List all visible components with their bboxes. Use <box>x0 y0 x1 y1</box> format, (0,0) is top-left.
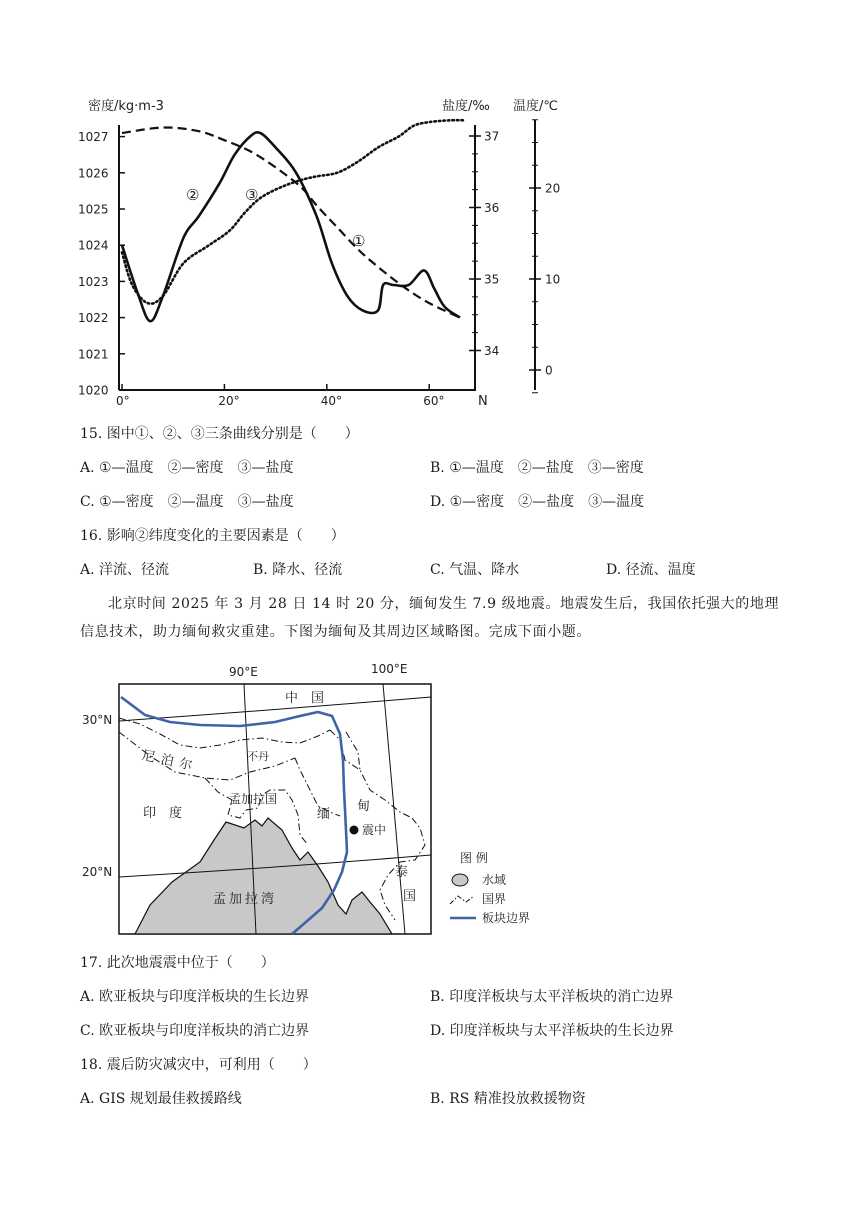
mid-tick-label: 36 <box>484 201 500 215</box>
curve-label-3: ③ <box>245 186 259 204</box>
q15-option-d[interactable]: D. ①—密度 ②—盐度 ③—温度 <box>430 494 645 510</box>
q16-option-b[interactable]: B. 降水、径流 <box>253 562 343 578</box>
left-tick-label: 1025 <box>78 202 109 217</box>
x-tick-label: 0° <box>116 394 130 408</box>
epicenter-marker <box>350 826 359 835</box>
thailand-label-1: 泰 <box>395 865 409 880</box>
legend-border-label: 国界 <box>482 892 507 906</box>
q16-stem: 16. 影响②纬度变化的主要因素是（ ） <box>80 528 345 544</box>
legend-water-swatch <box>452 874 468 886</box>
left-tick-label: 1026 <box>78 166 109 181</box>
nepal-label: 尼泊尔 <box>140 748 200 775</box>
lon-100-label: 100°E <box>371 662 408 676</box>
myanmar-region-map <box>0 655 860 945</box>
left-tick-label: 1024 <box>78 238 109 253</box>
q15-stem: 15. 图中①、②、③三条曲线分别是（ ） <box>80 426 359 442</box>
left-axis-ticks <box>78 130 125 397</box>
right-axis-title: 温度/℃ <box>513 99 558 114</box>
curve-label-1: ① <box>352 232 366 250</box>
left-tick-label: 1022 <box>78 311 109 326</box>
myanmar-label-2: 甸 <box>357 799 371 814</box>
legend-water-label: 水域 <box>482 873 507 887</box>
right-tick-label: 0 <box>545 363 553 378</box>
x-tick-label: 60° <box>423 394 445 408</box>
bay-label: 孟加拉湾 <box>213 892 278 907</box>
q17-option-a[interactable]: A. 欧亚板块与印度洋板块的生长边界 <box>80 989 310 1005</box>
q15-option-c[interactable]: C. ①—密度 ②—温度 ③—盐度 <box>80 494 294 510</box>
left-axis-title: 密度/kg·m-3 <box>88 99 164 114</box>
q15-option-a[interactable]: A. ①—温度 ②—密度 ③—盐度 <box>80 460 294 476</box>
x-tick-label: 40° <box>320 394 343 408</box>
q17-stem: 17. 此次地震震中位于（ ） <box>80 955 275 971</box>
mid-axis-ticks <box>469 130 499 359</box>
q15-option-b[interactable]: B. ①—温度 ②—盐度 ③—密度 <box>430 460 644 476</box>
epicenter-label: 震中 <box>362 823 387 837</box>
q16-option-a[interactable]: A. 洋流、径流 <box>80 562 170 578</box>
lat-20-label: 20°N <box>82 865 113 879</box>
x-axis-ticks <box>116 384 444 408</box>
bhutan-label: 不丹 <box>247 750 269 763</box>
series-line-3 <box>122 120 465 304</box>
legend-title: 图 例 <box>460 851 488 865</box>
q17-option-b[interactable]: B. 印度洋板块与太平洋板块的消亡边界 <box>430 989 674 1005</box>
left-tick-label: 1027 <box>78 130 109 145</box>
bangladesh-label: 孟加拉国 <box>229 792 278 806</box>
series-line-1 <box>122 127 460 317</box>
myanmar-label-1: 缅 <box>317 807 331 822</box>
ocean-properties-chart <box>0 0 860 420</box>
q18-stem: 18. 震后防灾减灾中，可利用（ ） <box>80 1057 317 1073</box>
q16-option-d[interactable]: D. 径流、温度 <box>606 562 696 578</box>
curve-label-2: ② <box>186 186 200 204</box>
right-tick-label: 20 <box>545 181 561 196</box>
mid-tick-label: 35 <box>484 272 500 287</box>
passage-text: 北京时间 2025 年 3 月 28 日 14 时 20 分，缅甸发生 7.9 级地震。地震发生后，我国依托强大的地理信息技术，助力缅甸救灾重建。下图为缅甸及其周边区域略图。完成下面小题。 <box>80 596 780 640</box>
q17-option-d[interactable]: D. 印度洋板块与太平洋板块的生长边界 <box>430 1023 674 1039</box>
left-tick-label: 1020 <box>78 383 109 398</box>
q16-option-c[interactable]: C. 气温、降水 <box>430 562 520 578</box>
x-axis-title: N <box>478 394 488 409</box>
q18-option-a[interactable]: A. GIS 规划最佳救援路线 <box>80 1091 242 1107</box>
series-line-2 <box>122 132 460 321</box>
chart-series <box>122 120 465 321</box>
q17-option-c[interactable]: C. 欧亚板块与印度洋板块的消亡边界 <box>80 1023 310 1039</box>
right-axis-ticks <box>529 120 560 393</box>
legend-border-swatch <box>450 896 474 904</box>
x-tick-label: 20° <box>218 394 240 408</box>
q18-option-b[interactable]: B. RS 精准投放救援物资 <box>430 1091 586 1107</box>
right-tick-label: 10 <box>545 272 561 287</box>
thailand-label-2: 国 <box>403 889 417 904</box>
mid-tick-label: 37 <box>484 129 500 144</box>
lat-30-label: 30°N <box>82 713 113 727</box>
mid-tick-label: 34 <box>484 344 500 358</box>
left-tick-label: 1021 <box>78 347 109 362</box>
china-label: 中 国 <box>285 691 325 706</box>
left-tick-label: 1023 <box>78 274 109 289</box>
india-label: 印 度 <box>143 806 183 821</box>
legend-plate-label: 板块边界 <box>482 911 531 925</box>
lon-90-label: 90°E <box>229 665 258 679</box>
mid-axis-title: 盐度/‰ <box>442 99 490 114</box>
